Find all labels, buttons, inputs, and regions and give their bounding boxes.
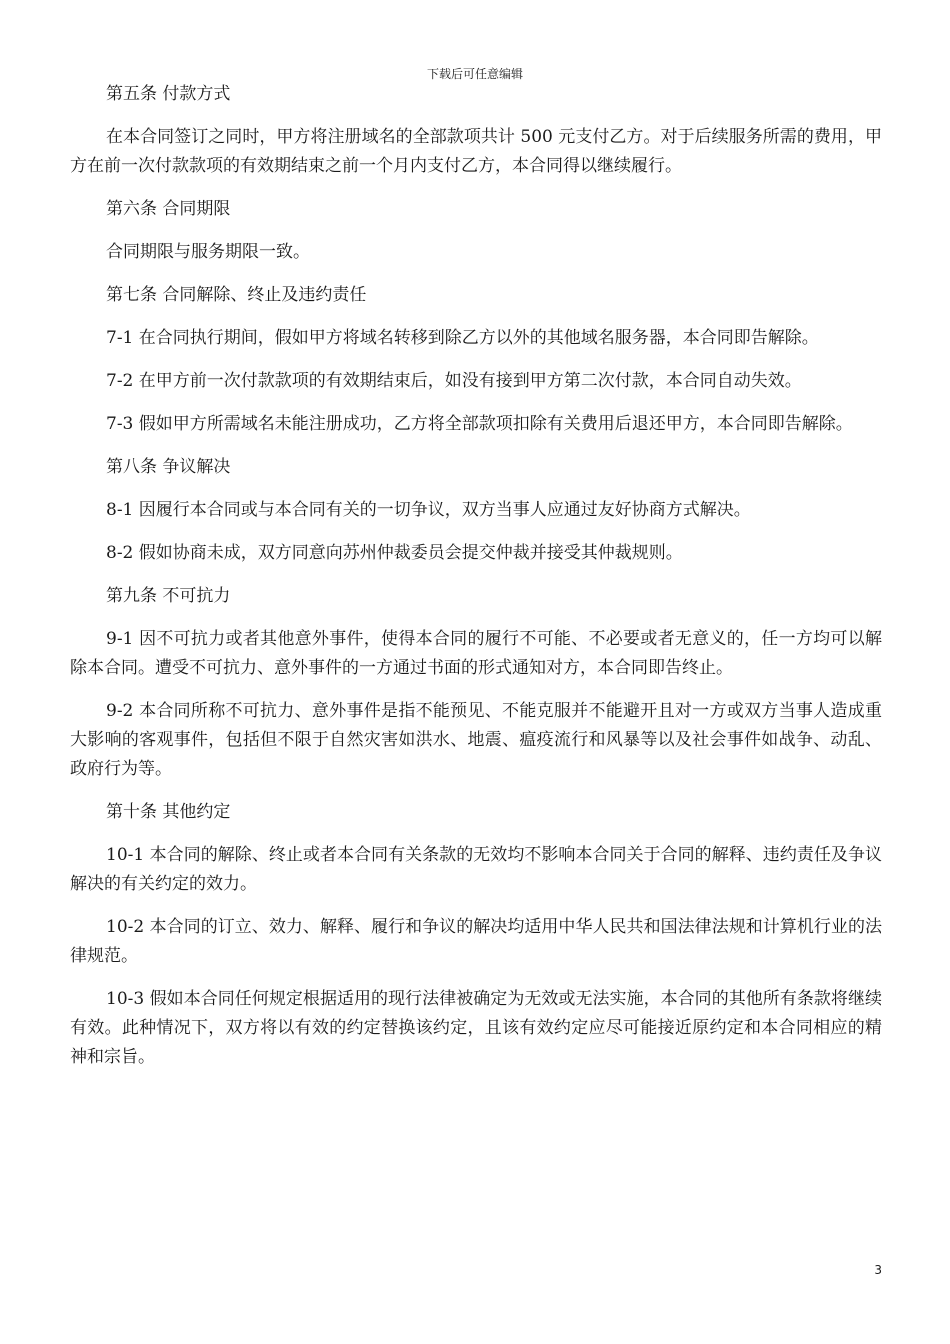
clause-7-3: 7-3 假如甲方所需域名未能注册成功，乙方将全部款项扣除有关费用后退还甲方，本合同即告解除。 — [106, 414, 853, 434]
article-9-heading: 第九条 不可抗力 — [106, 586, 231, 606]
clause-8-2: 8-2 假如协商未成，双方同意向苏州仲裁委员会提交仲裁并接受其仲裁规则。 — [106, 543, 683, 563]
clause-9-1: 9-1 因不可抗力或者其他意外事件，使得本合同的履行不可能、不必要或者无意义的，任一方均可以解除本合同。遭受不可抗力、意外事件的一方通过书面的形式通知对方，本合同即告终止。 — [70, 629, 882, 678]
clause-10-2: 10-2 本合同的订立、效力、解释、履行和争议的解决均适用中华人民共和国法律法规和计算机行业的法律规范。 — [70, 917, 882, 966]
clause-10-1: 10-1 本合同的解除、终止或者本合同有关条款的无效均不影响本合同关于合同的解释、违约责任及争议解决的有关约定的效力。 — [70, 845, 882, 894]
article-6-text: 合同期限与服务期限一致。 — [106, 242, 310, 262]
document-body — [70, 80, 882, 1086]
article-5-text: 在本合同签订之同时，甲方将注册域名的全部款项共计 500 元支付乙方。对于后续服务所需的费用，甲方在前一次付款款项的有效期结束之前一个月内支付乙方，本合同得以继续履行。 — [70, 127, 882, 176]
article-8-heading: 第八条 争议解决 — [106, 457, 231, 477]
clause-7-1: 7-1 在合同执行期间，假如甲方将域名转移到除乙方以外的其他域名服务器，本合同即告解除。 — [106, 328, 819, 348]
page-number: 3 — [874, 1263, 882, 1277]
article-7-heading: 第七条 合同解除、终止及违约责任 — [106, 285, 367, 305]
article-10-heading: 第十条 其他约定 — [106, 802, 231, 822]
clause-9-2: 9-2 本合同所称不可抗力、意外事件是指不能预见、不能克服并不能避开且对一方或双方当事人造成重大影响的客观事件，包括但不限于自然灾害如洪水、地震、瘟疫流行和风暴等以及社会事件如战争、动乱、政府行为等。 — [70, 701, 882, 779]
header-note: 下载后可任意编辑 — [426, 67, 523, 81]
article-5-heading: 第五条 付款方式 — [106, 84, 231, 104]
clause-8-1: 8-1 因履行本合同或与本合同有关的一切争议，双方当事人应通过友好协商方式解决。 — [106, 500, 751, 520]
article-6-heading: 第六条 合同期限 — [106, 199, 231, 219]
clause-7-2: 7-2 在甲方前一次付款款项的有效期结束后，如没有接到甲方第二次付款，本合同自动失效。 — [106, 371, 802, 391]
clause-10-3: 10-3 假如本合同任何规定根据适用的现行法律被确定为无效或无法实施，本合同的其他所有条款将继续有效。此种情况下，双方将以有效的约定替换该约定，且该有效约定应尽可能接近原约定和本合同相应的精神和宗旨。 — [70, 989, 882, 1067]
